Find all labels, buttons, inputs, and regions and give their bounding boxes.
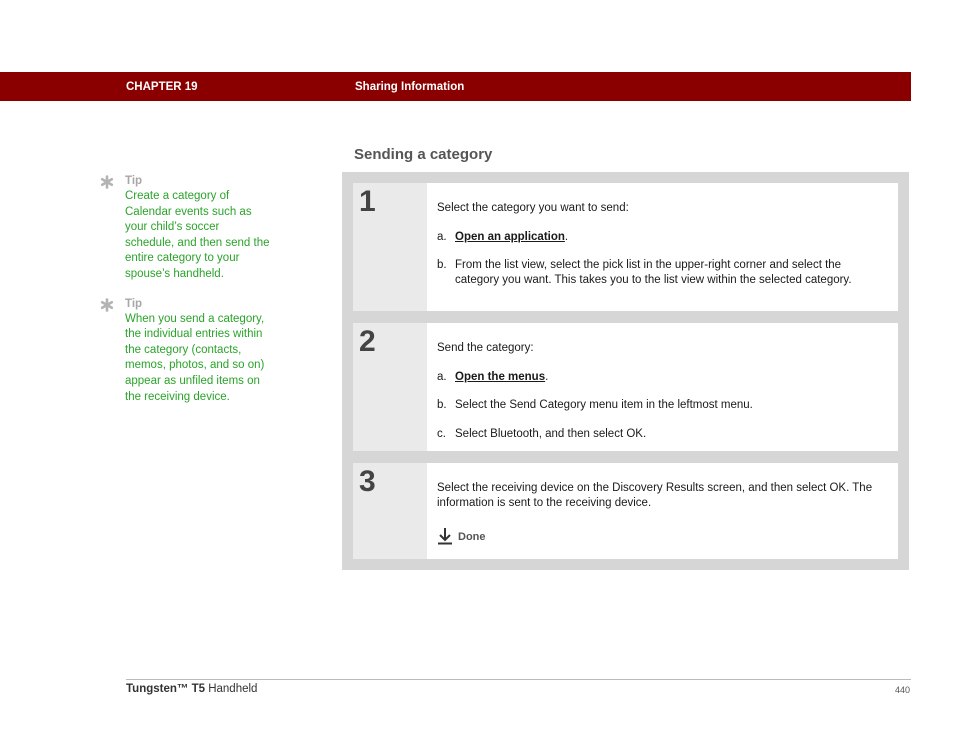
step-intro: Select the receiving device on the Discovery Results screen, and then select OK. The information is sent to the receiving device. bbox=[437, 482, 873, 509]
tip-text: Create a category of Calendar events such as your child’s soccer schedule, and then send the entire category to your spouse’s handheld. bbox=[125, 190, 270, 280]
footer-product bbox=[126, 683, 257, 695]
down-arrow-icon bbox=[437, 527, 453, 545]
step-intro: Send the category: bbox=[437, 342, 534, 354]
tip-text: When you send a category, the individual entries within the category (contacts, memos, photos, and so on) appear as unfiled items on the receiving device. bbox=[125, 312, 265, 403]
page-number: 440 bbox=[895, 685, 911, 695]
step-2 bbox=[353, 323, 898, 451]
tip-2 bbox=[100, 297, 270, 406]
step-1 bbox=[353, 183, 898, 311]
step-item bbox=[437, 230, 888, 245]
asterisk-icon bbox=[100, 175, 114, 189]
step-number: 1 bbox=[359, 185, 376, 218]
step-item-letter: b. bbox=[437, 259, 447, 271]
asterisk-icon bbox=[100, 298, 114, 312]
step-number-column bbox=[353, 323, 427, 451]
step-intro: Select the category you want to send: bbox=[437, 202, 629, 214]
section-label: Sharing Information bbox=[355, 81, 465, 93]
step-item-letter: a. bbox=[437, 370, 447, 383]
step-item bbox=[437, 427, 888, 442]
step-content bbox=[437, 341, 888, 441]
tip-label: Tip bbox=[125, 297, 143, 310]
section-title: Sending a category bbox=[354, 146, 493, 163]
step-item-suffix: . bbox=[545, 370, 549, 383]
step-item-text: Select the Send Category menu item in the leftmost menu. bbox=[455, 399, 753, 411]
step-item-suffix: . bbox=[564, 230, 569, 243]
done-label: Done bbox=[458, 531, 486, 543]
step-item-letter: a. bbox=[437, 230, 447, 243]
step-number: 2 bbox=[359, 325, 376, 358]
step-content bbox=[437, 481, 888, 545]
open-menus-link[interactable]: Open the menus bbox=[455, 370, 546, 383]
footer-product-brand: Tungsten™ T5 bbox=[126, 683, 206, 695]
tips-sidebar bbox=[100, 174, 270, 419]
footer-divider bbox=[126, 679, 911, 680]
step-item bbox=[437, 398, 888, 413]
step-number-column bbox=[353, 463, 427, 559]
step-item-text: Select Bluetooth, and then select OK. bbox=[455, 427, 647, 440]
done-marker bbox=[437, 530, 888, 545]
step-number-column bbox=[353, 183, 427, 311]
step-item bbox=[437, 258, 888, 287]
step-content bbox=[437, 201, 888, 287]
footer-product-suffix: Handheld bbox=[205, 683, 258, 695]
open-application-link[interactable]: Open an application bbox=[455, 230, 565, 243]
chapter-label: CHAPTER 19 bbox=[126, 81, 198, 93]
step-item-letter: c. bbox=[437, 427, 446, 440]
step-item bbox=[437, 370, 888, 385]
step-item-letter: b. bbox=[437, 399, 447, 411]
tip-label: Tip bbox=[125, 175, 143, 187]
step-item-text: From the list view, select the pick list in the upper-right corner and select the category you want. This takes you to the list view within the selected category. bbox=[455, 259, 852, 286]
step-3 bbox=[353, 463, 898, 559]
steps-panel bbox=[342, 172, 909, 570]
step-number: 3 bbox=[359, 465, 376, 498]
chapter-header-bar bbox=[0, 72, 911, 101]
tip-1 bbox=[100, 174, 270, 283]
